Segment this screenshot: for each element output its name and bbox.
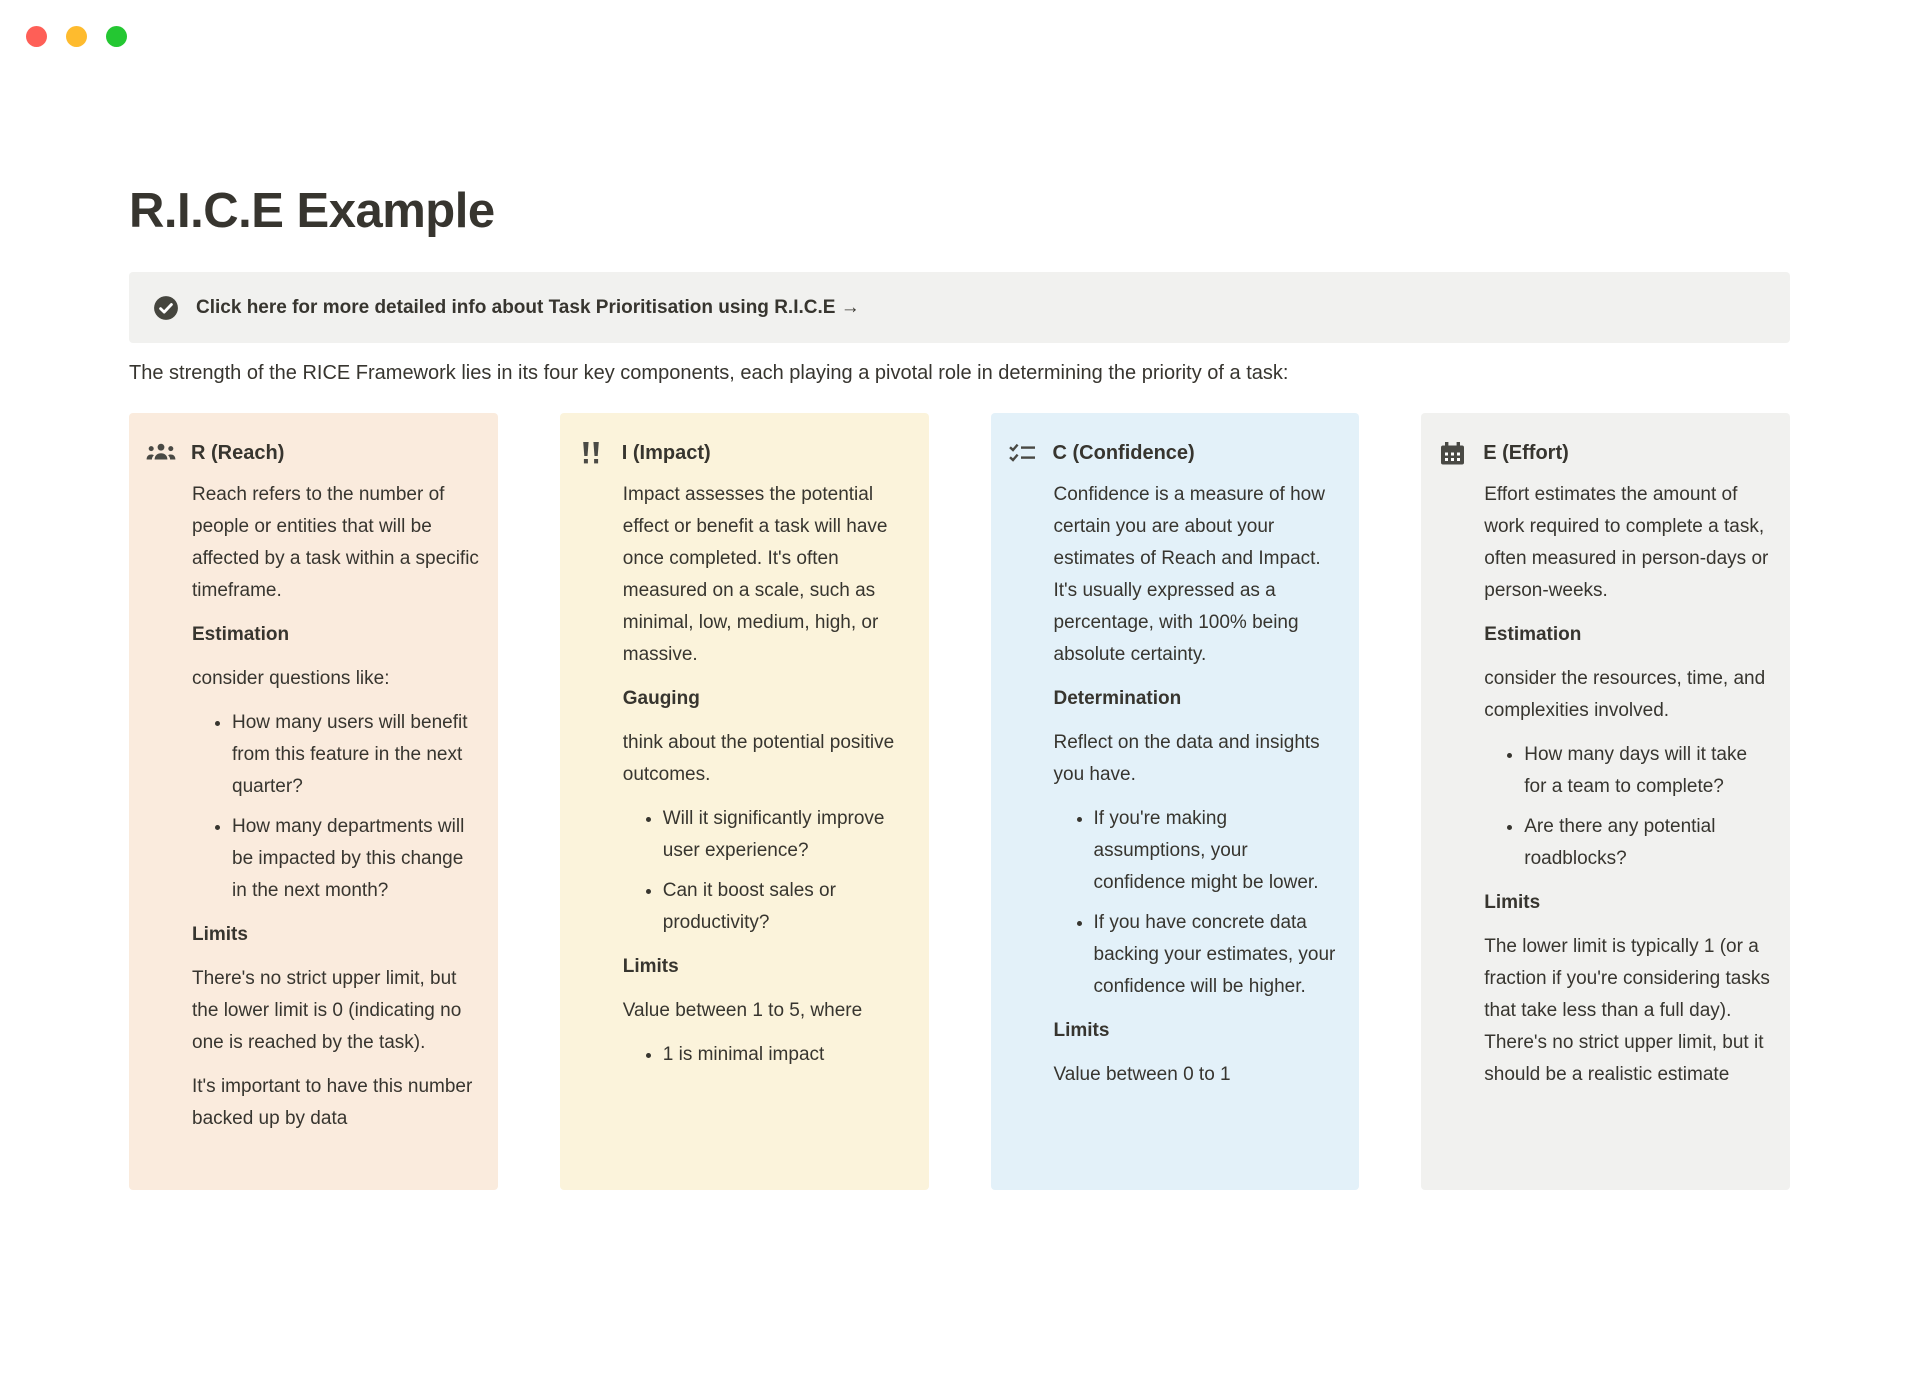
- list-item: • If you're making assumptions, your confidence might be lower.: [1094, 803, 1344, 899]
- people-icon: [145, 440, 176, 466]
- calendar-icon: [1437, 440, 1468, 466]
- paragraph: The lower limit is typically 1 (or a fraction if you're considering tasks that take less than a full day). There's no strict upper limit, but it should be a realistic estimate: [1484, 936, 1770, 1085]
- paragraph: Value between 0 to 1: [1053, 1064, 1231, 1085]
- card-confidence-header: [1007, 439, 1344, 467]
- bullet-list: [192, 707, 482, 907]
- paragraph: It's important to have this number backed up by data: [192, 1076, 473, 1129]
- card-impact: [560, 413, 929, 1190]
- list-item: • Are there any potential roadblocks?: [1524, 811, 1774, 875]
- page-title: R.I.C.E Example: [129, 184, 495, 238]
- paragraph: Confidence is a measure of how certain you are about your estimates of Reach and Impact. It's usually expressed as a percentage, with 100% being absolute certainty.: [1053, 484, 1325, 665]
- card-effort-title: E (Effort): [1483, 442, 1569, 464]
- list-item: • Can it boost sales or productivity?: [663, 875, 913, 939]
- page: [129, 180, 1790, 1190]
- card-reach-title: R (Reach): [191, 442, 285, 464]
- framework-columns: [129, 413, 1790, 1190]
- callout-text: Click here for more detailed info about Task Prioritisation using R.I.C.E →: [196, 296, 860, 318]
- subheading: Limits: [192, 924, 248, 945]
- paragraph: Value between 1 to 5, where: [622, 1000, 863, 1021]
- list-item: • Will it significantly improve user experience?: [663, 803, 913, 867]
- card-impact-body: [623, 479, 913, 1071]
- paragraph: There's no strict upper limit, but the lower limit is 0 (indicating no one is reached by the task).: [192, 968, 462, 1053]
- paragraph: consider questions like:: [192, 668, 390, 689]
- card-confidence-title: C (Confidence): [1052, 442, 1195, 464]
- paragraph: Reach refers to the number of people or entities that will be affected by a task within a specific timeframe.: [192, 484, 479, 601]
- list-item: • How many departments will be impacted by this change in the next month?: [232, 811, 482, 907]
- card-effort-body: [1484, 479, 1774, 1091]
- subheading: Limits: [1053, 1020, 1110, 1041]
- card-impact-title: I (Impact): [621, 442, 711, 464]
- card-reach-body: [192, 479, 482, 1135]
- paragraph: think about the potential positive outcomes.: [622, 732, 895, 785]
- subheading: Limits: [1484, 892, 1541, 913]
- paragraph: consider the resources, time, and complexities involved.: [1484, 668, 1766, 721]
- check-circle-icon: [153, 295, 179, 321]
- subheading: Limits: [622, 956, 679, 977]
- list-item: • How many users will benefit from this feature in the next quarter?: [232, 707, 482, 803]
- subheading: Estimation: [192, 624, 290, 645]
- card-reach-header: [145, 439, 482, 467]
- paragraph: Reflect on the data and insights you have.: [1053, 732, 1320, 785]
- zoom-window-button[interactable]: [106, 26, 127, 47]
- intro-paragraph: The strength of the RICE Framework lies in its four key components, each playing a pivotal role in determining the priority of a task:: [129, 362, 1289, 384]
- list-item: • 1 is minimal impact: [663, 1039, 913, 1071]
- window-controls: [26, 26, 127, 47]
- bullet-list: [1484, 739, 1774, 875]
- card-effort: [1421, 413, 1790, 1190]
- paragraph: Effort estimates the amount of work required to complete a task, often measured in person-days or person-weeks.: [1484, 484, 1769, 601]
- subheading: Estimation: [1484, 624, 1582, 645]
- bullet-list: [1054, 803, 1344, 1003]
- callout-link[interactable]: [129, 272, 1790, 343]
- list-item: • How many days will it take for a team to complete?: [1524, 739, 1774, 803]
- card-reach: [129, 413, 498, 1190]
- double-exclamation-icon: [576, 440, 607, 466]
- subheading: Gauging: [622, 688, 700, 709]
- close-window-button[interactable]: [26, 26, 47, 47]
- card-impact-header: [576, 439, 913, 467]
- bullet-list: [623, 803, 913, 939]
- paragraph: Impact assesses the potential effect or benefit a task will have once completed. It's often measured on a scale, such as minimal, low, medium, high, or massive.: [622, 484, 888, 665]
- card-confidence: [991, 413, 1360, 1190]
- list-item: • If you have concrete data backing your estimates, your confidence will be higher.: [1094, 907, 1344, 1003]
- card-effort-header: [1437, 439, 1774, 467]
- card-confidence-body: [1054, 479, 1344, 1091]
- subheading: Determination: [1053, 688, 1182, 709]
- minimize-window-button[interactable]: [66, 26, 87, 47]
- checklist-icon: [1007, 440, 1038, 466]
- bullet-list: [623, 1039, 913, 1071]
